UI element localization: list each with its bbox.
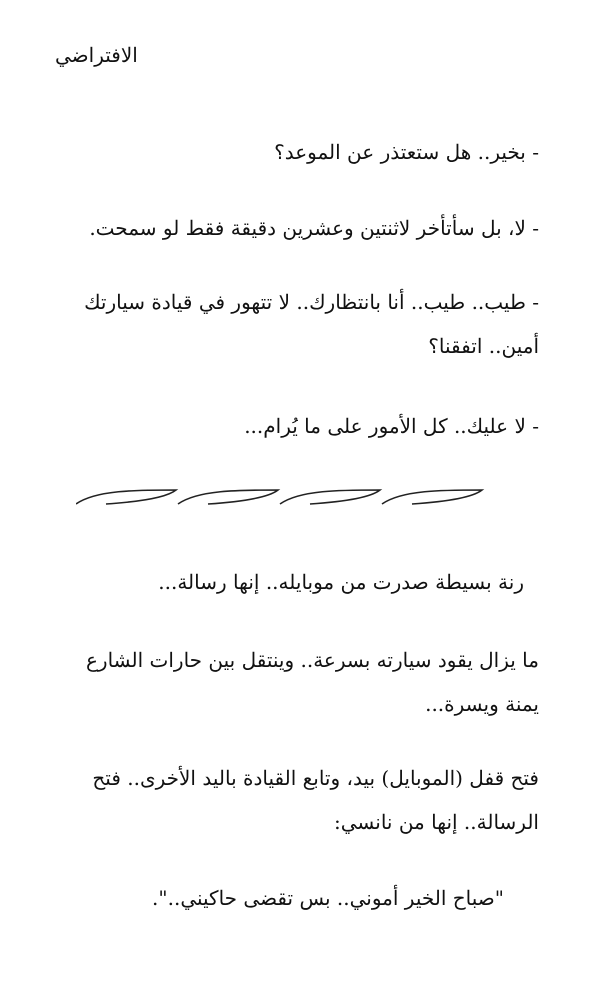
dialogue-line-4: - لا عليك.. كل الأمور على ما يُرام... — [244, 414, 539, 438]
page-header: الافتراضي — [55, 43, 138, 67]
narrative-paragraph-1: رنة بسيطة صدرت من موبايله.. إنها رسالة... — [158, 570, 524, 594]
dialogue-line-2: - لا، بل سأتأخر لاثنتين وعشرين دقيقة فقط لو سمحت. — [89, 216, 539, 240]
message-quote: "صباح الخير أموني.. بس تقضى حاكيني..". — [152, 886, 504, 910]
dialogue-line-1: - بخير.. هل ستعتذر عن الموعد؟ — [274, 140, 539, 164]
narrative-paragraph-2: ما يزال يقود سيارته بسرعة.. وينتقل بين حارات الشارع يمنة ويسرة... — [86, 648, 539, 716]
dialogue-line-3: - طيب.. طيب.. أنا بانتظارك.. لا تتهور في قيادة سيارتك أمين.. اتفقنا؟ — [84, 290, 539, 358]
narrative-paragraph-3: فتح قفل (الموبايل) بيد، وتابع القيادة باليد الأخرى.. فتح الرسالة.. إنها من نانسي: — [92, 766, 539, 834]
wave-divider — [76, 480, 486, 516]
